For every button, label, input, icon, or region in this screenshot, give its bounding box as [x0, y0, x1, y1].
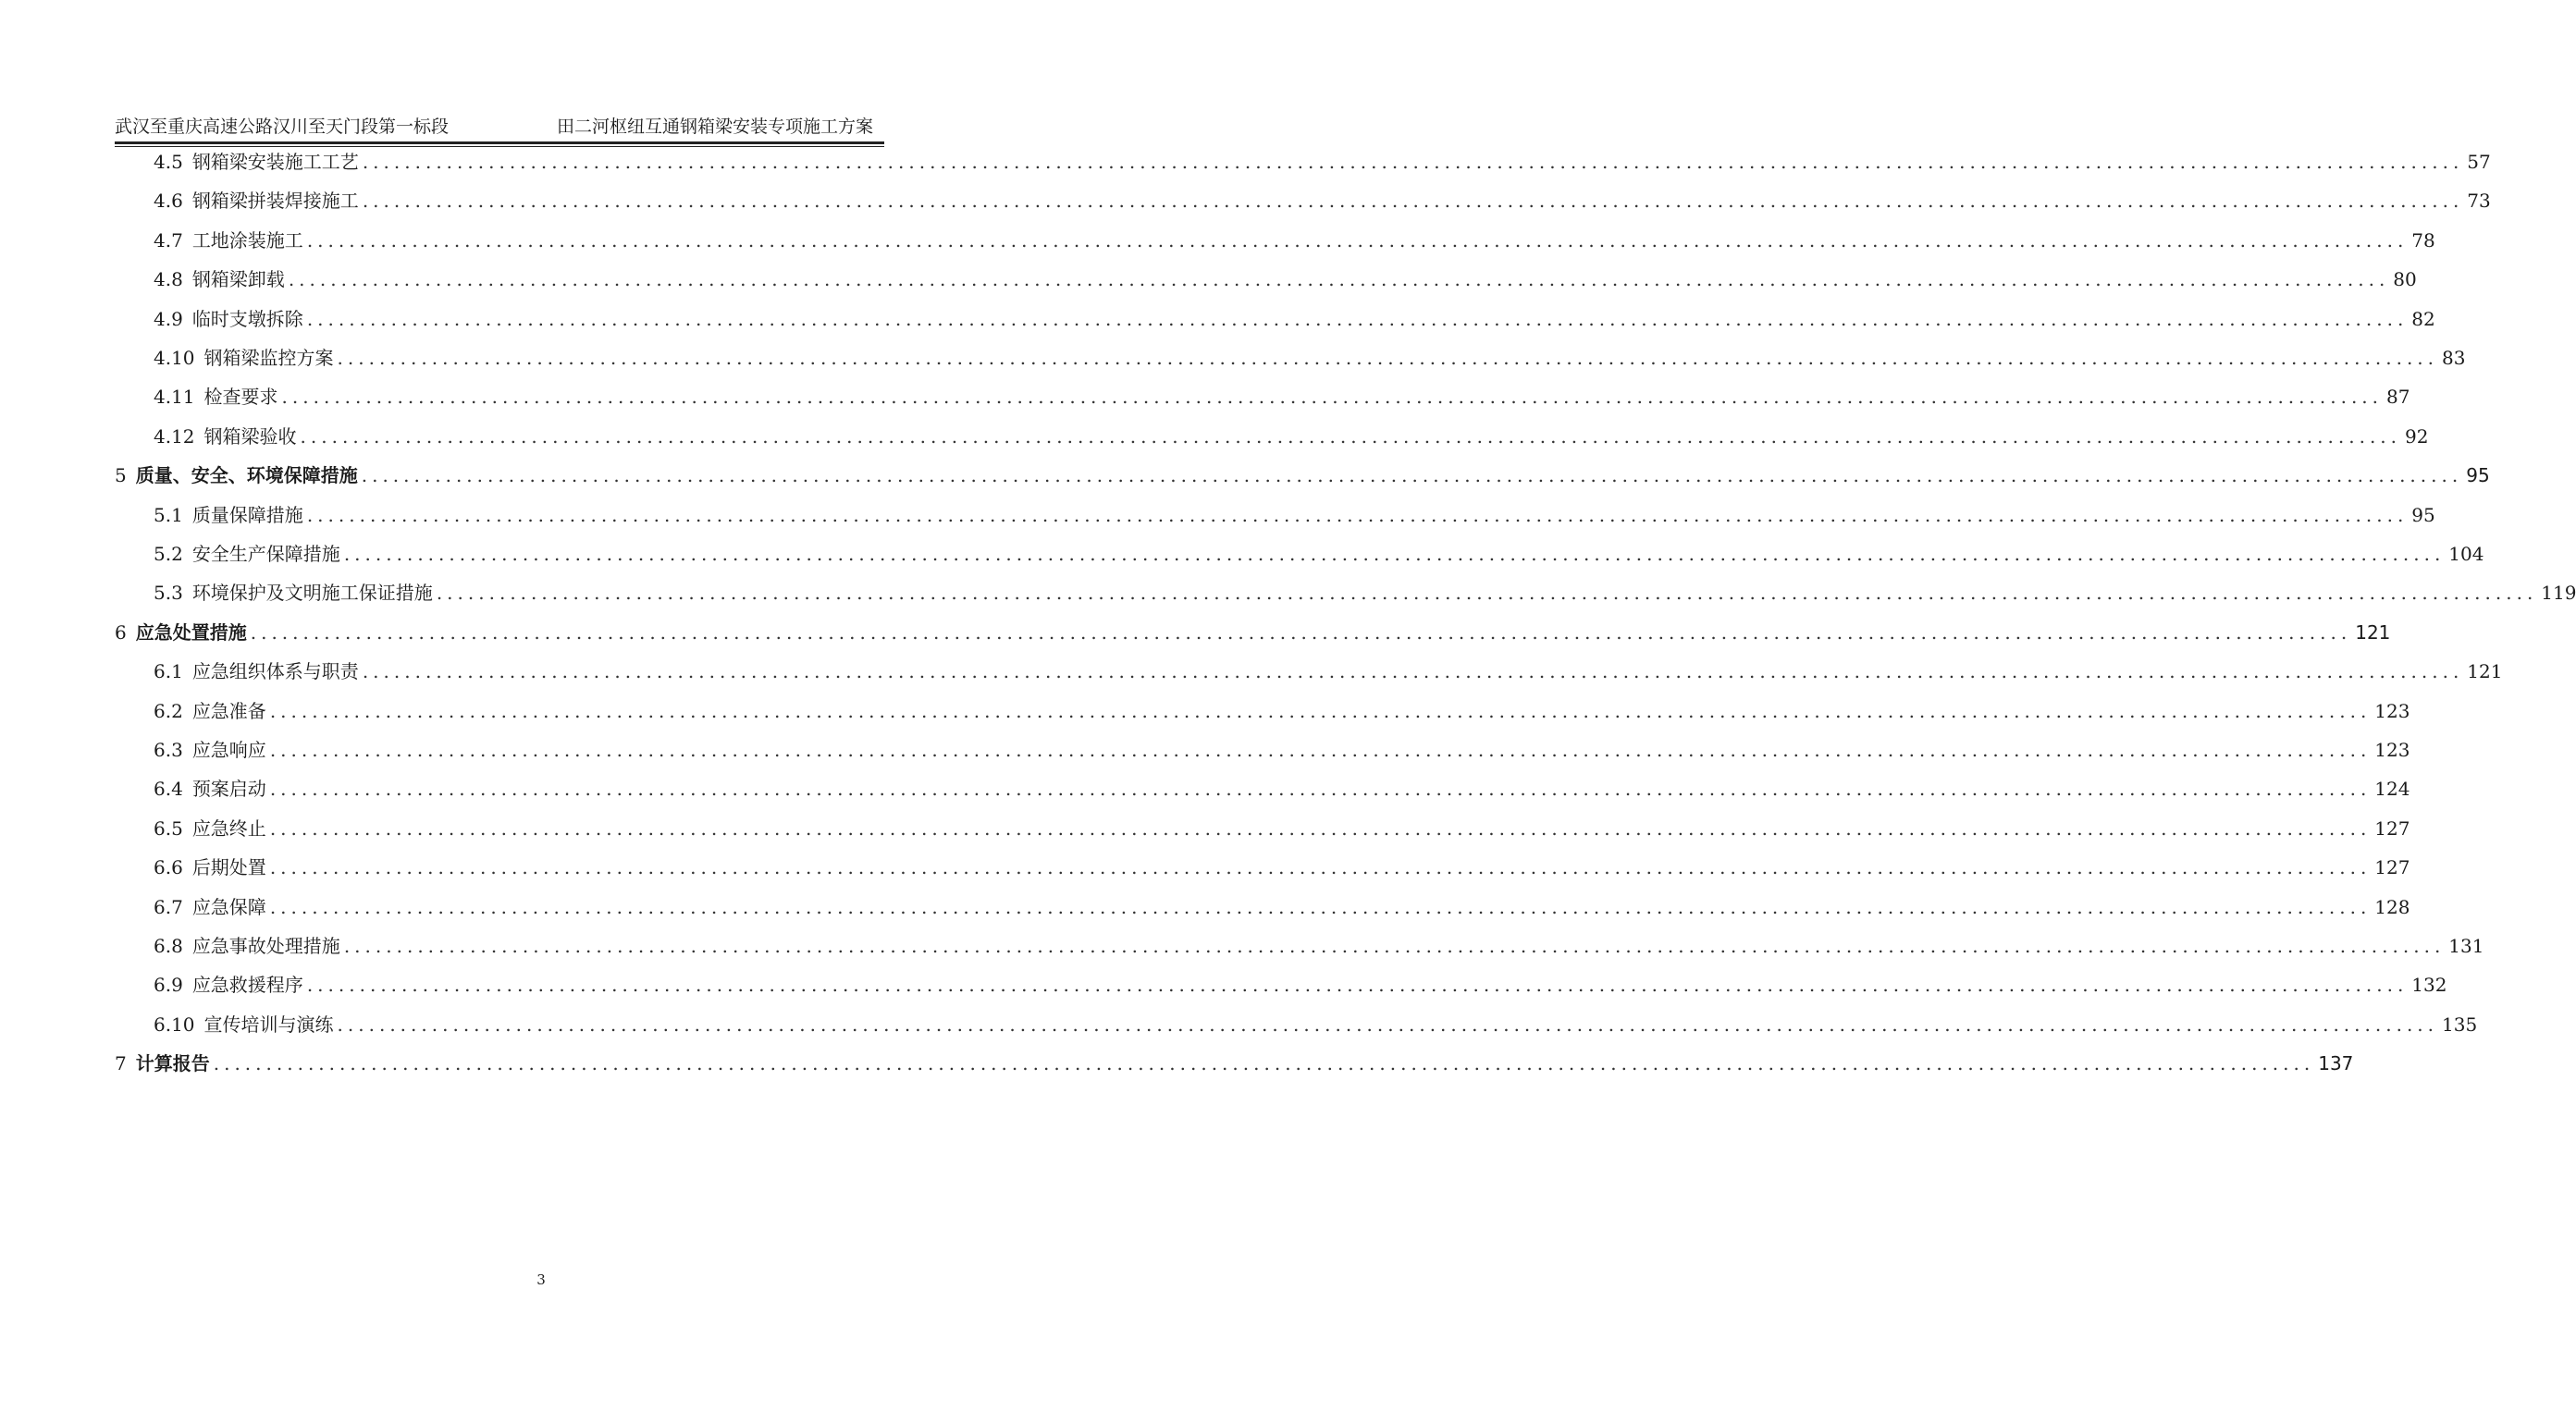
- toc-entry-page: 135: [2442, 1013, 2478, 1036]
- toc-entry-number: 6.1: [154, 660, 183, 683]
- toc-dot-leader: ........................................................................................................................................................................................................: [343, 543, 2446, 565]
- toc-dot-leader: ........................................................................................................................................................................................................: [306, 307, 2409, 330]
- toc-entry-title: 应急准备: [191, 699, 266, 722]
- toc-entry-title: 临时支墩拆除: [191, 307, 303, 330]
- toc-entry-number: 4.7: [154, 228, 183, 252]
- toc-entry-title: 质量、安全、环境保障措施: [135, 464, 358, 487]
- toc-entry[interactable]: [115, 617, 2391, 648]
- toc-entry-title: 宣传培训与演练: [203, 1013, 334, 1036]
- toc-entry-page: 121: [2355, 620, 2391, 644]
- toc-entry-number: 6.3: [154, 739, 183, 761]
- toc-entry-number: 6.9: [154, 974, 183, 997]
- toc-entry-page: 123: [2374, 739, 2410, 761]
- toc-entry[interactable]: [115, 813, 2410, 844]
- toc-entry-number: 4.11: [154, 386, 195, 409]
- toc-entry-number: 6: [115, 620, 127, 644]
- toc-entry[interactable]: [115, 225, 2435, 256]
- toc-dot-leader: ........................................................................................................................................................................................................: [306, 503, 2409, 526]
- toc-entry-number: 6.5: [154, 817, 183, 840]
- toc-dot-leader: ........................................................................................................................................................................................................: [361, 464, 2463, 487]
- toc-entry-number: 6.6: [154, 856, 183, 879]
- toc-entry-number: 4.6: [154, 190, 183, 213]
- toc-entry-page: 95: [2466, 464, 2490, 487]
- toc-entry-number: 4.9: [154, 307, 183, 330]
- toc-entry-title: 计算报告: [135, 1052, 210, 1075]
- toc-dot-leader: ........................................................................................................................................................................................................: [281, 386, 2384, 409]
- toc-entry-title: 工地涂装施工: [191, 228, 303, 252]
- toc-entry-page: 137: [2318, 1052, 2354, 1075]
- toc-entry-number: 4.8: [154, 268, 183, 291]
- toc-entry[interactable]: [115, 1009, 2478, 1040]
- toc-entry[interactable]: [115, 930, 2484, 962]
- toc-entry-number: 4.10: [154, 347, 195, 369]
- toc-dot-leader: ........................................................................................................................................................................................................: [269, 895, 2372, 918]
- page-number: 3: [536, 1271, 546, 1288]
- toc-dot-leader: ........................................................................................................................................................................................................: [362, 190, 2464, 213]
- toc-dot-leader: ........................................................................................................................................................................................................: [343, 935, 2446, 957]
- toc-entry[interactable]: [115, 460, 2490, 491]
- toc-entry[interactable]: [115, 538, 2484, 570]
- toc-entry-title: 应急响应: [191, 739, 266, 761]
- toc-entry-title: 质量保障措施: [191, 503, 303, 526]
- toc-entry-page: 78: [2411, 228, 2435, 252]
- toc-entry[interactable]: [115, 264, 2417, 295]
- toc-entry-page: 124: [2374, 778, 2410, 801]
- toc-dot-leader: ........................................................................................................................................................................................................: [269, 778, 2372, 801]
- toc-entry[interactable]: [115, 421, 2429, 452]
- toc-dot-leader: ........................................................................................................................................................................................................: [306, 974, 2409, 997]
- toc-entry-page: 87: [2386, 386, 2410, 409]
- toc-entry-number: 7: [115, 1052, 127, 1075]
- toc-entry-title: 钢箱梁卸载: [191, 268, 285, 291]
- toc-entry-page: 73: [2467, 190, 2491, 213]
- toc-entry-page: 128: [2374, 895, 2410, 918]
- toc-entry-page: 92: [2405, 424, 2429, 448]
- toc-entry-title: 应急终止: [191, 817, 266, 840]
- toc-entry-number: 6.4: [154, 778, 183, 801]
- toc-dot-leader: ........................................................................................................................................................................................................: [337, 347, 2439, 369]
- toc-entry[interactable]: [115, 852, 2410, 883]
- toc-entry-number: 4.5: [154, 151, 183, 173]
- toc-dot-leader: ........................................................................................................................................................................................................: [306, 228, 2409, 252]
- toc-entry-number: 5.3: [154, 582, 183, 605]
- toc-entry-title: 安全生产保障措施: [191, 543, 340, 565]
- toc-entry-page: 123: [2374, 699, 2410, 722]
- toc-entry-page: 127: [2374, 856, 2410, 879]
- toc-entry-page: 132: [2411, 974, 2447, 997]
- toc-dot-leader: ........................................................................................................................................................................................................: [250, 620, 2352, 644]
- toc-entry-number: 5.2: [154, 543, 183, 565]
- toc-entry[interactable]: [115, 185, 2491, 216]
- toc-entry-title: 应急救援程序: [191, 974, 303, 997]
- header-project-name: 武汉至重庆高速公路汉川至天门段第一标段: [115, 117, 450, 137]
- toc-entry-title: 钢箱梁监控方案: [203, 347, 334, 369]
- toc-dot-leader: ........................................................................................................................................................................................................: [362, 660, 2464, 683]
- toc-entry-title: 检查要求: [203, 386, 278, 409]
- toc-entry-title: 应急处置措施: [135, 620, 247, 644]
- toc-entry-page: 131: [2448, 935, 2484, 957]
- toc-entry-page: 121: [2467, 660, 2503, 683]
- toc-entry-number: 4.12: [154, 424, 195, 448]
- toc-entry-title: 钢箱梁验收: [203, 424, 297, 448]
- toc-entry-number: 6.10: [154, 1013, 195, 1036]
- toc-entry[interactable]: [115, 734, 2410, 766]
- header-document-title: 田二河枢纽互通钢箱梁安装专项施工方案: [556, 117, 873, 137]
- toc-entry-number: 6.2: [154, 699, 183, 722]
- toc-entry-number: 6.7: [154, 895, 183, 918]
- toc-entry[interactable]: [115, 146, 2491, 178]
- toc-entry-page: 119: [2541, 582, 2576, 605]
- toc-entry[interactable]: [115, 969, 2447, 1001]
- toc-entry-title: 应急组织体系与职责: [191, 660, 359, 683]
- toc-dot-leader: ........................................................................................................................................................................................................: [436, 582, 2538, 605]
- toc-dot-leader: ........................................................................................................................................................................................................: [288, 268, 2390, 291]
- toc-entry[interactable]: [115, 1048, 2354, 1079]
- toc-entry-number: 5: [115, 464, 127, 487]
- toc-entry-page: 57: [2467, 151, 2491, 173]
- toc-entry-page: 83: [2442, 347, 2466, 369]
- header-rule-thick: [115, 141, 884, 144]
- toc-dot-leader: ........................................................................................................................................................................................................: [362, 151, 2464, 173]
- toc-entry-title: 环境保护及文明施工保证措施: [191, 582, 433, 605]
- page-header: [115, 113, 884, 141]
- toc-entry-number: 6.8: [154, 935, 183, 957]
- toc-entry-title: 应急事故处理措施: [191, 935, 340, 957]
- toc-dot-leader: ........................................................................................................................................................................................................: [213, 1052, 2315, 1075]
- toc-dot-leader: ........................................................................................................................................................................................................: [337, 1013, 2439, 1036]
- toc-entry-title: 钢箱梁拼装焊接施工: [191, 190, 359, 213]
- toc-entry[interactable]: [115, 656, 2503, 687]
- toc-entry-page: 104: [2448, 543, 2484, 565]
- toc-entry[interactable]: [115, 695, 2410, 727]
- toc-dot-leader: ........................................................................................................................................................................................................: [269, 856, 2372, 879]
- toc-dot-leader: ........................................................................................................................................................................................................: [269, 817, 2372, 840]
- toc-entry-title: 预案启动: [191, 778, 266, 801]
- toc-entry-page: 127: [2374, 817, 2410, 840]
- toc-entry[interactable]: [115, 499, 2435, 531]
- toc-entry-title: 应急保障: [191, 895, 266, 918]
- toc-entry[interactable]: [115, 381, 2410, 412]
- toc-entry-page: 95: [2411, 503, 2435, 526]
- toc-entry-title: 钢箱梁安装施工工艺: [191, 151, 359, 173]
- toc-entry-page: 82: [2411, 307, 2435, 330]
- toc-dot-leader: ........................................................................................................................................................................................................: [269, 699, 2372, 722]
- toc-dot-leader: ........................................................................................................................................................................................................: [300, 424, 2402, 448]
- toc-entry-number: 5.1: [154, 503, 183, 526]
- toc-entry[interactable]: [115, 773, 2410, 804]
- toc-entry[interactable]: [115, 342, 2466, 374]
- toc-entry[interactable]: [115, 303, 2435, 335]
- toc-dot-leader: ........................................................................................................................................................................................................: [269, 739, 2372, 761]
- toc-entry[interactable]: [115, 891, 2410, 923]
- toc-entry[interactable]: [115, 577, 2576, 608]
- toc-entry-page: 80: [2393, 268, 2417, 291]
- toc-entry-title: 后期处置: [191, 856, 266, 879]
